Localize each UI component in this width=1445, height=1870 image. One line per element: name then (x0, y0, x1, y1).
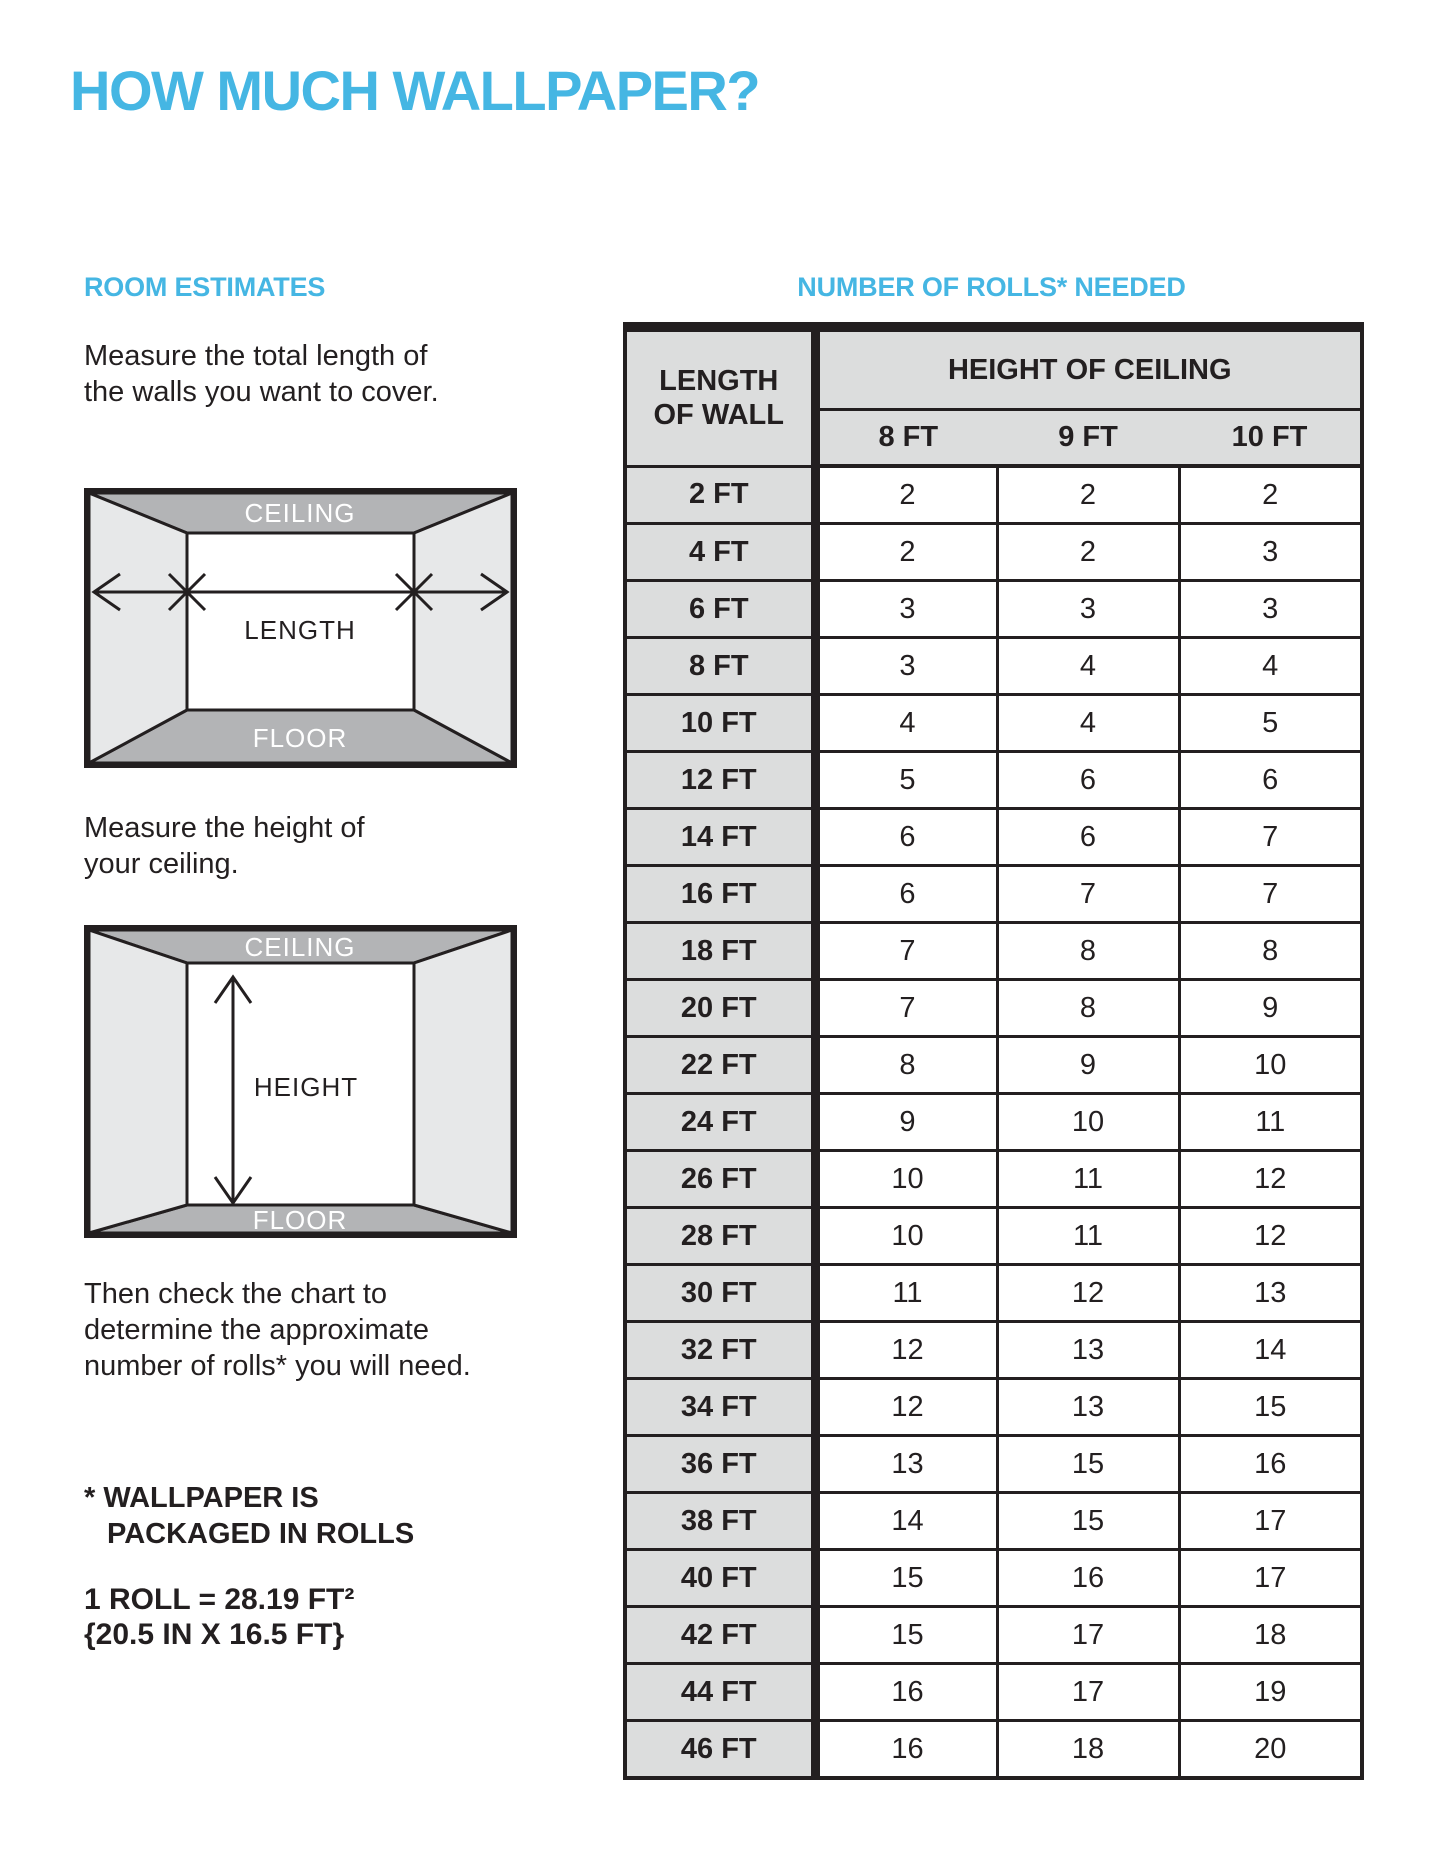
length-of-wall-header (625, 327, 815, 466)
table-row (625, 638, 1362, 695)
height-of-ceiling-header: HEIGHT OF CEILING (815, 327, 1362, 410)
table-row (625, 1664, 1362, 1721)
roll-count-cell: 3 (997, 581, 1179, 638)
roll-count-cell: 16 (815, 1721, 997, 1779)
footnote-line: * WALLPAPER IS (84, 1482, 319, 1514)
table-row (625, 752, 1362, 809)
roll-count-cell: 9 (997, 1037, 1179, 1094)
roll-count-cell: 9 (815, 1094, 997, 1151)
roll-count-cell: 17 (997, 1664, 1179, 1721)
roll-count-cell: 6 (997, 809, 1179, 866)
rolls-table-body (625, 466, 1362, 1778)
wall-length-label: 10 FT (625, 695, 815, 752)
table-row (625, 466, 1362, 524)
roll-count-cell: 2 (1179, 466, 1362, 524)
roll-count-cell: 11 (1179, 1094, 1362, 1151)
wall-length-label: 42 FT (625, 1607, 815, 1664)
roll-count-cell: 2 (997, 466, 1179, 524)
roll-count-cell: 6 (997, 752, 1179, 809)
table-row (625, 1094, 1362, 1151)
length-diagram (84, 488, 517, 768)
roll-count-cell: 4 (815, 695, 997, 752)
table-row (625, 866, 1362, 923)
left-wall-face (89, 930, 187, 1233)
table-row (625, 1436, 1362, 1493)
instruction-line: your ceiling. (84, 848, 239, 880)
wall-length-label: 22 FT (625, 1037, 815, 1094)
roll-count-cell: 5 (1179, 695, 1362, 752)
table-header-row (625, 327, 1362, 410)
floor-label: FLOOR (252, 1205, 348, 1235)
table-row (625, 581, 1362, 638)
roll-count-cell: 12 (815, 1379, 997, 1436)
roll-count-cell: 10 (997, 1094, 1179, 1151)
roll-count-cell: 13 (1179, 1265, 1362, 1322)
table-row (625, 1208, 1362, 1265)
page-title: HOW MUCH WALLPAPER? (70, 59, 760, 122)
roll-count-cell: 3 (815, 581, 997, 638)
roll-count-cell: 10 (815, 1151, 997, 1208)
wall-length-label: 18 FT (625, 923, 815, 980)
wall-length-label: 40 FT (625, 1550, 815, 1607)
roll-count-cell: 15 (815, 1550, 997, 1607)
wall-length-label: 44 FT (625, 1664, 815, 1721)
length-measure-label: LENGTH (244, 615, 356, 645)
roll-count-cell: 6 (815, 866, 997, 923)
table-row (625, 1721, 1362, 1779)
header-line: LENGTH (659, 365, 779, 398)
roll-count-cell: 5 (815, 752, 997, 809)
table-row (625, 809, 1362, 866)
footnote-line: PACKAGED IN ROLLS (107, 1518, 415, 1550)
roll-count-cell: 17 (1179, 1493, 1362, 1550)
column-header-9ft: 9 FT (997, 410, 1179, 467)
roll-count-cell: 11 (815, 1265, 997, 1322)
roll-count-cell: 19 (1179, 1664, 1362, 1721)
wall-length-label: 38 FT (625, 1493, 815, 1550)
roll-count-cell: 10 (1179, 1037, 1362, 1094)
instruction-line: determine the approximate (84, 1314, 429, 1346)
table-row (625, 524, 1362, 581)
roll-count-cell: 3 (1179, 524, 1362, 581)
column-header-10ft: 10 FT (1179, 410, 1362, 467)
roll-count-cell: 15 (997, 1493, 1179, 1550)
instruction-line: the walls you want to cover. (84, 376, 439, 408)
height-measure-label: HEIGHT (253, 1072, 359, 1102)
roll-count-cell: 9 (1179, 980, 1362, 1037)
right-wall-face (414, 930, 512, 1233)
roll-count-cell: 13 (997, 1379, 1179, 1436)
roll-count-cell: 16 (997, 1550, 1179, 1607)
instruction-line: Measure the total length of (84, 340, 428, 372)
instruction-measure-height (84, 810, 365, 882)
roll-count-cell: 14 (1179, 1322, 1362, 1379)
table-row (625, 1607, 1362, 1664)
roll-count-cell: 11 (997, 1208, 1179, 1265)
height-diagram (84, 925, 517, 1238)
roll-count-cell: 18 (1179, 1607, 1362, 1664)
wall-length-label: 24 FT (625, 1094, 815, 1151)
roll-count-cell: 2 (815, 466, 997, 524)
roll-count-cell: 17 (997, 1607, 1179, 1664)
roll-count-cell: 14 (815, 1493, 997, 1550)
wall-length-label: 34 FT (625, 1379, 815, 1436)
roll-count-cell: 20 (1179, 1721, 1362, 1779)
header-line: OF WALL (653, 399, 784, 432)
roll-count-cell: 8 (997, 923, 1179, 980)
column-header-8ft: 8 FT (815, 410, 997, 467)
roll-count-cell: 12 (815, 1322, 997, 1379)
roll-count-cell: 4 (997, 638, 1179, 695)
room-estimates-heading: ROOM ESTIMATES (84, 272, 326, 302)
wall-length-label: 30 FT (625, 1265, 815, 1322)
roll-count-cell: 6 (815, 809, 997, 866)
roll-count-cell: 15 (815, 1607, 997, 1664)
roll-count-cell: 15 (1179, 1379, 1362, 1436)
table-row (625, 695, 1362, 752)
wall-length-label: 28 FT (625, 1208, 815, 1265)
packaging-footnote (84, 1480, 414, 1552)
wall-length-label: 20 FT (625, 980, 815, 1037)
wall-length-label: 8 FT (625, 638, 815, 695)
table-row (625, 1550, 1362, 1607)
table-row (625, 1493, 1362, 1550)
roll-count-cell: 7 (1179, 866, 1362, 923)
roll-spec-line: 1 ROLL = 28.19 FT² (84, 1583, 355, 1616)
rolls-table (623, 322, 1364, 1780)
roll-count-cell: 10 (815, 1208, 997, 1265)
wall-length-label: 26 FT (625, 1151, 815, 1208)
ceiling-label: CEILING (244, 498, 356, 528)
instruction-line: number of rolls* you will need. (84, 1350, 471, 1382)
roll-count-cell: 12 (1179, 1208, 1362, 1265)
roll-count-cell: 8 (815, 1037, 997, 1094)
roll-count-cell: 16 (1179, 1436, 1362, 1493)
table-row (625, 1379, 1362, 1436)
roll-count-cell: 4 (997, 695, 1179, 752)
table-row (625, 980, 1362, 1037)
wall-length-label: 4 FT (625, 524, 815, 581)
roll-count-cell: 4 (1179, 638, 1362, 695)
wall-length-label: 46 FT (625, 1721, 815, 1779)
wall-length-label: 12 FT (625, 752, 815, 809)
table-row (625, 1265, 1362, 1322)
ceiling-label: CEILING (244, 932, 356, 962)
roll-size-spec (84, 1582, 354, 1652)
roll-count-cell: 7 (997, 866, 1179, 923)
instruction-line: Measure the height of (84, 812, 365, 844)
roll-count-cell: 15 (997, 1436, 1179, 1493)
roll-count-cell: 6 (1179, 752, 1362, 809)
wall-length-label: 32 FT (625, 1322, 815, 1379)
roll-count-cell: 2 (815, 524, 997, 581)
table-row (625, 923, 1362, 980)
instruction-line: Then check the chart to (84, 1278, 388, 1310)
instruction-measure-length (84, 338, 439, 410)
roll-count-cell: 17 (1179, 1550, 1362, 1607)
roll-count-cell: 7 (815, 980, 997, 1037)
roll-count-cell: 3 (815, 638, 997, 695)
roll-count-cell: 12 (997, 1265, 1179, 1322)
roll-count-cell: 8 (1179, 923, 1362, 980)
roll-count-cell: 8 (997, 980, 1179, 1037)
wall-length-label: 6 FT (625, 581, 815, 638)
roll-count-cell: 16 (815, 1664, 997, 1721)
roll-count-cell: 13 (997, 1322, 1179, 1379)
roll-count-cell: 3 (1179, 581, 1362, 638)
wall-length-label: 2 FT (625, 466, 815, 524)
instruction-check-chart (84, 1276, 471, 1384)
roll-spec-line: {20.5 IN X 16.5 FT} (84, 1618, 345, 1651)
floor-label: FLOOR (252, 723, 348, 753)
rolls-needed-heading: NUMBER OF ROLLS* NEEDED (797, 272, 1186, 302)
table-row (625, 1151, 1362, 1208)
wall-length-label: 14 FT (625, 809, 815, 866)
roll-count-cell: 13 (815, 1436, 997, 1493)
wall-length-label: 16 FT (625, 866, 815, 923)
roll-count-cell: 18 (997, 1721, 1179, 1779)
roll-count-cell: 7 (815, 923, 997, 980)
rolls-table-header (625, 327, 1362, 466)
roll-count-cell: 12 (1179, 1151, 1362, 1208)
wall-length-label: 36 FT (625, 1436, 815, 1493)
roll-count-cell: 7 (1179, 809, 1362, 866)
table-row (625, 1037, 1362, 1094)
roll-count-cell: 2 (997, 524, 1179, 581)
roll-count-cell: 11 (997, 1151, 1179, 1208)
table-row (625, 1322, 1362, 1379)
